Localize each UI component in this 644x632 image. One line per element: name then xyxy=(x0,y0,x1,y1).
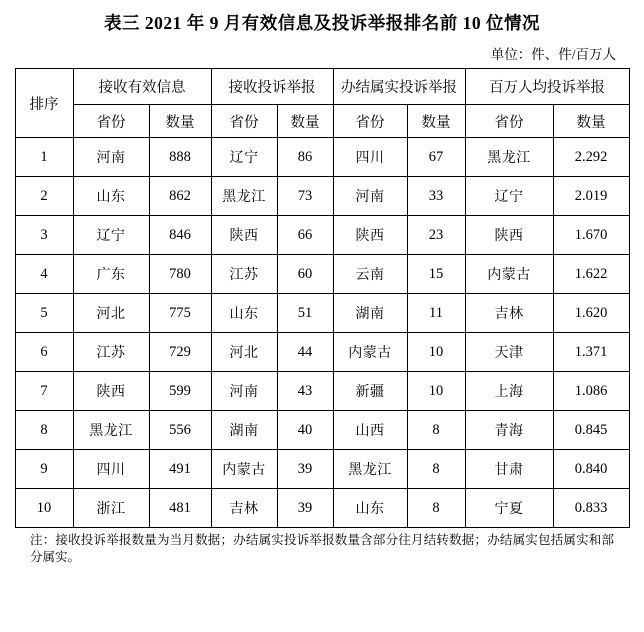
table-header-row-groups xyxy=(15,69,629,105)
cell-province-2: 河南 xyxy=(211,372,277,411)
column-header-province-4: 省份 xyxy=(465,105,553,138)
cell-rank: 10 xyxy=(15,489,73,528)
cell-rank: 2 xyxy=(15,177,73,216)
cell-quantity-4: 1.620 xyxy=(553,294,629,333)
cell-province-3: 内蒙古 xyxy=(333,333,407,372)
cell-quantity-4: 1.670 xyxy=(553,216,629,255)
cell-province-3: 黑龙江 xyxy=(333,450,407,489)
cell-quantity-4: 0.840 xyxy=(553,450,629,489)
cell-province-4: 天津 xyxy=(465,333,553,372)
cell-rank: 9 xyxy=(15,450,73,489)
cell-quantity-1: 481 xyxy=(149,489,211,528)
table-row xyxy=(15,372,629,411)
cell-province-1: 广东 xyxy=(73,255,149,294)
column-group-header-1: 接收有效信息 xyxy=(73,69,211,105)
cell-province-4: 内蒙古 xyxy=(465,255,553,294)
cell-province-1: 河北 xyxy=(73,294,149,333)
table-row xyxy=(15,255,629,294)
cell-quantity-3: 23 xyxy=(407,216,465,255)
cell-province-3: 陕西 xyxy=(333,216,407,255)
column-header-quantity-2: 数量 xyxy=(277,105,333,138)
cell-quantity-4: 0.845 xyxy=(553,411,629,450)
cell-province-1: 河南 xyxy=(73,138,149,177)
cell-province-2: 内蒙古 xyxy=(211,450,277,489)
cell-quantity-1: 556 xyxy=(149,411,211,450)
table-header xyxy=(15,69,629,138)
table-row xyxy=(15,450,629,489)
cell-quantity-3: 10 xyxy=(407,372,465,411)
cell-quantity-2: 51 xyxy=(277,294,333,333)
cell-province-2: 山东 xyxy=(211,294,277,333)
cell-quantity-2: 39 xyxy=(277,450,333,489)
cell-quantity-4: 0.833 xyxy=(553,489,629,528)
cell-quantity-2: 73 xyxy=(277,177,333,216)
cell-rank: 7 xyxy=(15,372,73,411)
cell-quantity-1: 599 xyxy=(149,372,211,411)
cell-province-3: 河南 xyxy=(333,177,407,216)
cell-province-4: 黑龙江 xyxy=(465,138,553,177)
column-group-header-2: 接收投诉举报 xyxy=(211,69,333,105)
cell-rank: 3 xyxy=(15,216,73,255)
cell-province-3: 云南 xyxy=(333,255,407,294)
cell-province-3: 湖南 xyxy=(333,294,407,333)
table-row xyxy=(15,489,629,528)
table-header-row-subs xyxy=(15,105,629,138)
cell-quantity-4: 1.622 xyxy=(553,255,629,294)
cell-province-4: 青海 xyxy=(465,411,553,450)
table-footnote: 注：接收投诉举报数量为当月数据；办结属实投诉举报数量含部分往月结转数据；办结属实包括属实和部分属实。 xyxy=(30,533,614,564)
cell-province-3: 四川 xyxy=(333,138,407,177)
cell-province-3: 山东 xyxy=(333,489,407,528)
cell-province-1: 黑龙江 xyxy=(73,411,149,450)
cell-rank: 1 xyxy=(15,138,73,177)
cell-quantity-3: 8 xyxy=(407,450,465,489)
page-title: 表三 2021 年 9 月有效信息及投诉举报排名前 10 位情况 xyxy=(104,13,540,33)
cell-quantity-2: 60 xyxy=(277,255,333,294)
table-body xyxy=(15,138,629,528)
column-header-province-1: 省份 xyxy=(73,105,149,138)
cell-quantity-1: 775 xyxy=(149,294,211,333)
cell-rank: 8 xyxy=(15,411,73,450)
cell-province-4: 甘肃 xyxy=(465,450,553,489)
cell-quantity-2: 40 xyxy=(277,411,333,450)
cell-quantity-3: 10 xyxy=(407,333,465,372)
column-group-header-3: 办结属实投诉举报 xyxy=(333,69,465,105)
column-header-province-3: 省份 xyxy=(333,105,407,138)
table-row xyxy=(15,294,629,333)
cell-province-4: 辽宁 xyxy=(465,177,553,216)
cell-rank: 5 xyxy=(15,294,73,333)
cell-quantity-2: 39 xyxy=(277,489,333,528)
cell-quantity-3: 8 xyxy=(407,489,465,528)
document-page xyxy=(0,10,644,632)
cell-province-2: 江苏 xyxy=(211,255,277,294)
cell-province-1: 江苏 xyxy=(73,333,149,372)
cell-quantity-1: 780 xyxy=(149,255,211,294)
column-group-header-4: 百万人均投诉举报 xyxy=(465,69,629,105)
column-header-rank: 排序 xyxy=(15,69,73,138)
cell-province-4: 吉林 xyxy=(465,294,553,333)
cell-quantity-2: 66 xyxy=(277,216,333,255)
cell-quantity-2: 43 xyxy=(277,372,333,411)
cell-quantity-1: 846 xyxy=(149,216,211,255)
cell-rank: 4 xyxy=(15,255,73,294)
cell-quantity-2: 44 xyxy=(277,333,333,372)
cell-quantity-1: 491 xyxy=(149,450,211,489)
cell-province-1: 山东 xyxy=(73,177,149,216)
column-header-quantity-4: 数量 xyxy=(553,105,629,138)
cell-province-1: 四川 xyxy=(73,450,149,489)
cell-quantity-3: 67 xyxy=(407,138,465,177)
cell-province-2: 吉林 xyxy=(211,489,277,528)
cell-province-1: 辽宁 xyxy=(73,216,149,255)
table-row xyxy=(15,411,629,450)
table-row xyxy=(15,177,629,216)
cell-quantity-1: 888 xyxy=(149,138,211,177)
cell-quantity-4: 1.086 xyxy=(553,372,629,411)
cell-quantity-4: 1.371 xyxy=(553,333,629,372)
cell-province-3: 山西 xyxy=(333,411,407,450)
column-header-quantity-3: 数量 xyxy=(407,105,465,138)
cell-province-2: 陕西 xyxy=(211,216,277,255)
cell-quantity-3: 15 xyxy=(407,255,465,294)
cell-rank: 6 xyxy=(15,333,73,372)
cell-province-2: 湖南 xyxy=(211,411,277,450)
column-header-quantity-1: 数量 xyxy=(149,105,211,138)
table-row xyxy=(15,216,629,255)
cell-province-3: 新疆 xyxy=(333,372,407,411)
cell-quantity-4: 2.292 xyxy=(553,138,629,177)
cell-quantity-3: 8 xyxy=(407,411,465,450)
cell-quantity-1: 729 xyxy=(149,333,211,372)
cell-province-4: 上海 xyxy=(465,372,553,411)
cell-province-1: 浙江 xyxy=(73,489,149,528)
column-header-province-2: 省份 xyxy=(211,105,277,138)
unit-label: 单位：件、件/百万人 xyxy=(490,47,616,62)
cell-province-1: 陕西 xyxy=(73,372,149,411)
cell-quantity-3: 11 xyxy=(407,294,465,333)
cell-province-2: 河北 xyxy=(211,333,277,372)
cell-quantity-1: 862 xyxy=(149,177,211,216)
cell-quantity-2: 86 xyxy=(277,138,333,177)
ranking-table xyxy=(15,68,630,528)
cell-province-4: 陕西 xyxy=(465,216,553,255)
cell-province-4: 宁夏 xyxy=(465,489,553,528)
cell-quantity-3: 33 xyxy=(407,177,465,216)
cell-province-2: 黑龙江 xyxy=(211,177,277,216)
cell-quantity-4: 2.019 xyxy=(553,177,629,216)
table-row xyxy=(15,138,629,177)
cell-province-2: 辽宁 xyxy=(211,138,277,177)
table-row xyxy=(15,333,629,372)
